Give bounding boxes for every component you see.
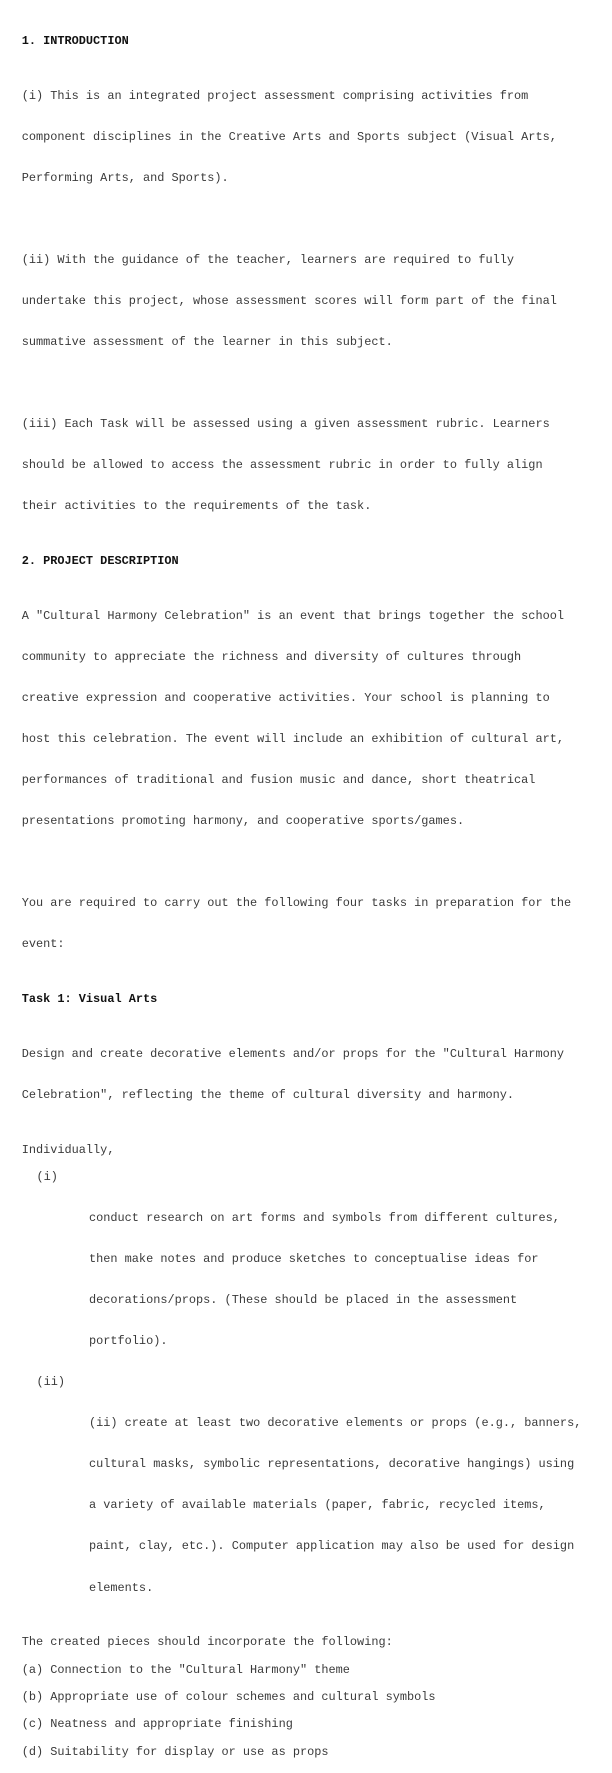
text-line: their activities to the requirements of the task. [21,499,372,514]
section-heading-project-description: 2. PROJECT DESCRIPTION [21,554,179,569]
text-line: decorations/props. (These should be placed in the assessment [88,1293,518,1308]
text-line: A "Cultural Harmony Celebration" is an event that brings together the school [21,608,564,623]
text-line: summative assessment of the learner in this subject. [21,335,393,350]
text-line: (i) This is an integrated project assessment comprising activities from [21,88,529,103]
intro-paragraph-iii [22,391,597,542]
list-item-label: (ii) [36,1375,66,1390]
document-page [22,35,597,1773]
text-line: portfolio). [88,1334,168,1349]
text-line: (ii) create at least two decorative elements or props (e.g., banners, [88,1416,582,1431]
text-line: (iii) Each Task will be assessed using a given assessment rubric. Learners [21,417,550,432]
text-line: presentations promoting harmony, and cooperative sports/games. [21,814,465,829]
criteria-item-c: (c) Neatness and appropriate finishing [21,1717,293,1732]
text-line: then make notes and produce sketches to conceptualise ideas for [88,1252,539,1267]
text-line: Design and create decorative elements and/or props for the "Cultural Harmony [21,1046,564,1061]
criteria-intro: The created pieces should incorporate the following: [21,1635,393,1650]
text-line: Performing Arts, and Sports). [21,170,229,185]
text-line: elements. [88,1580,154,1595]
text-line: conduct research on art forms and symbols from different cultures, [88,1210,560,1225]
text-line: (ii) With the guidance of the teacher, learners are required to fully [21,252,515,267]
text-line: cultural masks, symbolic representations, decorative hangings) using [88,1457,575,1472]
criteria-item-d: (d) Suitability for display or use as props [21,1744,329,1759]
criteria-item-b: (b) Appropriate use of colour schemes and cultural symbols [21,1689,436,1704]
task1-intro-paragraph [22,1020,597,1130]
project-description-paragraph [22,582,597,856]
task-heading-visual-arts: Task 1: Visual Arts [21,992,158,1007]
text-line: community to appreciate the richness and diversity of cultures through [21,649,522,664]
task1-steps-list [22,1171,597,1623]
section-heading-introduction: 1. INTRODUCTION [21,34,129,48]
text-line: creative expression and cooperative activities. Your school is planning to [21,690,550,705]
task1-mode-label: Individually, [21,1142,115,1157]
text-line: event: [21,937,65,952]
list-item-step-ii [22,1376,597,1622]
text-line: component disciplines in the Creative Arts and Sports subject (Visual Arts, [21,129,557,144]
intro-paragraph-ii [22,227,597,378]
text-line: Celebration", reflecting the theme of cultural diversity and harmony. [21,1087,515,1102]
text-line: performances of traditional and fusion music and dance, short theatrical [21,773,536,788]
text-line: You are required to carry out the following four tasks in preparation for the [21,896,572,911]
text-line: should be allowed to access the assessment rubric in order to fully align [21,458,543,473]
criteria-item-a: (a) Connection to the "Cultural Harmony" theme [21,1662,350,1677]
intro-paragraph-i [22,62,597,213]
tasks-instruction-paragraph [22,870,597,980]
list-item-step-i [22,1171,597,1376]
text-line: a variety of available materials (paper, fabric, recycled items, [88,1498,546,1513]
list-item-label: (i) [36,1169,58,1184]
text-line: host this celebration. The event will include an exhibition of cultural art, [21,731,564,746]
text-line: paint, clay, etc.). Computer application may also be used for design [88,1539,575,1554]
text-line: undertake this project, whose assessment scores will form part of the final [21,294,557,309]
